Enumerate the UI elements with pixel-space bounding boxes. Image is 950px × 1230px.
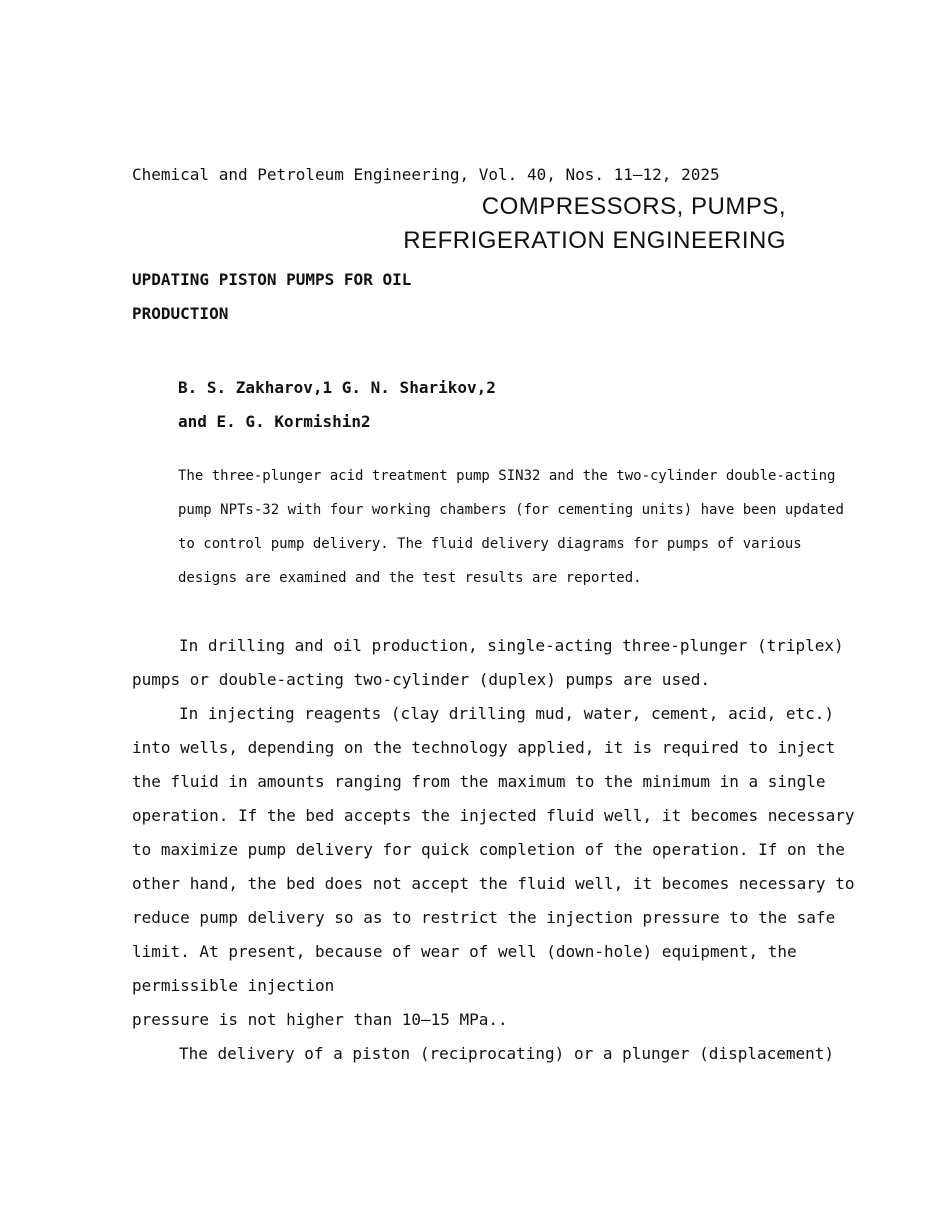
body-line: permissible injection: [132, 976, 335, 995]
paper-page: [132, 160, 855, 1071]
abstract-line: to control pump delivery. The fluid delivery diagrams for pumps of various: [178, 536, 802, 552]
body-text: [132, 629, 855, 1071]
body-line: to maximize pump delivery for quick completion of the operation. If on the: [132, 840, 845, 859]
body-line: operation. If the bed accepts the injected fluid well, it becomes necessary: [132, 806, 855, 825]
section-heading-line-2: REFRIGERATION ENGINEERING: [403, 227, 786, 254]
abstract-line: pump NPTs-32 with four working chambers (for cementing units) have been updated: [178, 502, 844, 518]
author-list: [132, 371, 842, 439]
author-line-1: B. S. Zakharov,1 G. N. Sharikov,2: [178, 378, 496, 397]
article-title-line-2: PRODUCTION: [132, 304, 229, 323]
body-line: pumps or double-acting two-cylinder (duplex) pumps are used.: [132, 670, 710, 689]
body-line: In drilling and oil production, single-acting three-plunger (triplex): [179, 636, 844, 655]
journal-citation: Chemical and Petroleum Engineering, Vol. 40, Nos. 11–12, 2025: [132, 165, 720, 184]
body-line: pressure is not higher than 10–15 MPa..: [132, 1010, 508, 1029]
abstract-line: designs are examined and the test results are reported.: [178, 570, 642, 586]
body-line: The delivery of a piston (reciprocating) or a plunger (displacement): [179, 1044, 835, 1063]
author-line-2: and E. G. Kormishin2: [178, 412, 371, 431]
body-line: the fluid in amounts ranging from the maximum to the minimum in a single: [132, 772, 826, 791]
body-line: reduce pump delivery so as to restrict the injection pressure to the safe: [132, 908, 836, 927]
body-line: other hand, the bed does not accept the fluid well, it becomes necessary to: [132, 874, 855, 893]
article-title-line-1: UPDATING PISTON PUMPS FOR OIL: [132, 270, 412, 289]
body-line: into wells, depending on the technology applied, it is required to inject: [132, 738, 836, 757]
abstract-line: The three-plunger acid treatment pump SIN32 and the two-cylinder double-acting: [178, 468, 836, 484]
section-heading: [132, 190, 842, 258]
abstract: [132, 459, 844, 595]
body-line: In injecting reagents (clay drilling mud, water, cement, acid, etc.): [179, 704, 835, 723]
body-line: limit. At present, because of wear of well (down-hole) equipment, the: [132, 942, 797, 961]
section-heading-line-1: COMPRESSORS, PUMPS,: [481, 193, 786, 220]
article-title: [132, 263, 842, 331]
